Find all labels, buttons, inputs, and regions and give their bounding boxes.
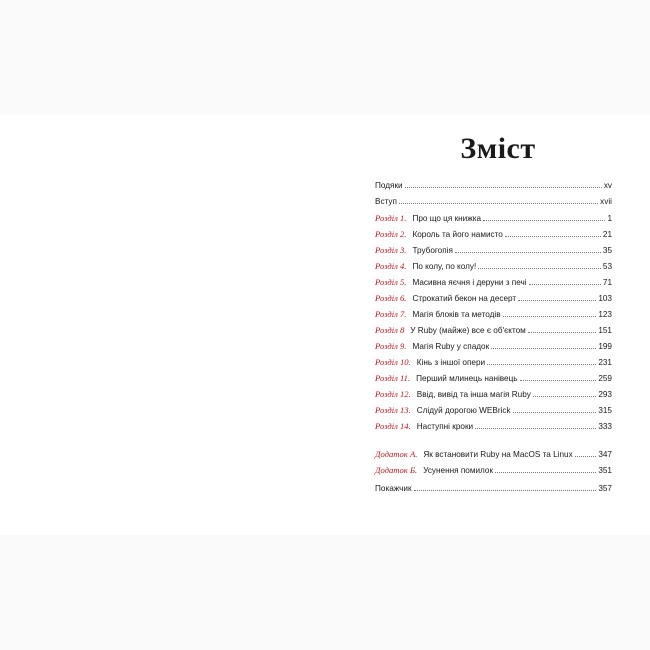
dot-leader xyxy=(475,422,596,429)
entry-title: Наступні кроки xyxy=(416,422,474,431)
entry-label: Розділ 6. xyxy=(375,293,407,303)
entry-label: Розділ 2. xyxy=(375,229,407,239)
dot-leader xyxy=(487,358,596,365)
entry-label: Розділ 10. xyxy=(375,357,411,367)
entry-page-number: 333 xyxy=(598,422,612,431)
entry-label: Розділ 5. xyxy=(375,277,407,287)
entry-label: Розділ 4. xyxy=(375,261,407,271)
toc-entry xyxy=(375,181,612,195)
dot-leader xyxy=(533,390,596,397)
entry-title: Масивна яєчня і деруни з печі xyxy=(412,278,527,287)
entry-title: Трубогопія xyxy=(412,246,453,255)
entry-title: По колу, по колу! xyxy=(412,262,477,271)
entry-label: Розділ 9. xyxy=(375,341,407,351)
entry-title: Подяки xyxy=(375,181,403,190)
entry-page-number: 123 xyxy=(598,310,612,319)
entry-title: Кінь з іншої опери xyxy=(416,358,486,367)
entry-label: Розділ 14. xyxy=(375,421,411,431)
dot-leader xyxy=(414,484,597,491)
dot-leader xyxy=(575,450,597,457)
dot-leader xyxy=(503,310,597,317)
entry-page-number: 151 xyxy=(598,326,612,335)
entry-title: Магія блоків та методів xyxy=(412,310,501,319)
toc-entry xyxy=(375,465,612,479)
toc-entry xyxy=(375,449,612,463)
dot-leader xyxy=(513,406,597,413)
toc-entry xyxy=(375,405,612,419)
entry-page-number: 1 xyxy=(607,214,612,223)
entry-page-number: xv xyxy=(603,181,612,190)
entry-label: Додаток А. xyxy=(375,449,418,459)
toc-entry xyxy=(375,421,612,435)
toc-entry xyxy=(375,373,612,387)
toc-entry xyxy=(375,245,612,259)
entry-page-number: 103 xyxy=(598,294,612,303)
entry-page-number: 351 xyxy=(598,466,612,475)
dot-leader xyxy=(399,197,598,204)
entry-title: Усунення помилок xyxy=(423,466,494,475)
toc-heading: Зміст xyxy=(460,132,536,165)
entry-label: Додаток Б. xyxy=(375,465,418,475)
entry-title: Вступ xyxy=(375,197,397,206)
dot-leader xyxy=(495,466,596,473)
entry-title: Перший млинець нанівець xyxy=(416,374,518,383)
dot-leader xyxy=(483,214,605,221)
entry-label: Розділ 1. xyxy=(375,213,407,223)
dot-leader xyxy=(405,181,602,188)
toc-entry xyxy=(375,277,612,291)
toc-entry xyxy=(375,261,612,275)
entry-title: Магія Ruby у спадок xyxy=(412,342,490,351)
entry-page-number: 199 xyxy=(598,342,612,351)
entry-title: У Ruby (майже) все є об'єктом xyxy=(410,326,526,335)
entry-page-number: 231 xyxy=(598,358,612,367)
entry-page-number: 21 xyxy=(602,230,612,239)
entry-title: Покажчик xyxy=(375,484,412,493)
entry-label: Розділ 12. xyxy=(375,389,411,399)
entry-title: Ввід, вивід та інша магія Ruby xyxy=(416,390,531,399)
entry-page-number: xvii xyxy=(600,197,612,206)
dot-leader xyxy=(478,262,601,269)
toc-entry xyxy=(375,229,612,243)
entry-label: Розділ 8 xyxy=(375,325,405,335)
dot-leader xyxy=(518,294,596,301)
toc-entry xyxy=(375,293,612,307)
entry-label: Розділ 7. xyxy=(375,309,407,319)
entry-label: Розділ 3. xyxy=(375,245,407,255)
toc-entry xyxy=(375,197,612,211)
toc-entry xyxy=(375,484,612,498)
dot-leader xyxy=(528,326,597,333)
entry-title: Як встановити Ruby на MacOS та Linux xyxy=(423,450,573,459)
toc-entry xyxy=(375,325,612,339)
toc-entry xyxy=(375,213,612,227)
entry-label: Розділ 11. xyxy=(375,373,411,383)
dot-leader xyxy=(529,278,601,285)
entry-page-number: 71 xyxy=(602,278,612,287)
entry-title: Строкатий бекон на десерт xyxy=(412,294,517,303)
entry-page-number: 259 xyxy=(598,374,612,383)
toc-entry xyxy=(375,357,612,371)
entry-page-number: 53 xyxy=(602,262,612,271)
entry-label: Розділ 13. xyxy=(375,405,411,415)
toc-entry xyxy=(375,389,612,403)
toc-entry xyxy=(375,309,612,323)
entry-page-number: 35 xyxy=(602,246,612,255)
dot-leader xyxy=(491,342,596,349)
entry-title: Про що ця книжка xyxy=(412,214,482,223)
dot-leader xyxy=(505,230,601,237)
toc-entry xyxy=(375,341,612,355)
entry-title: Король та його намисто xyxy=(412,230,503,239)
entry-page-number: 315 xyxy=(598,406,612,415)
dot-leader xyxy=(455,246,601,253)
entry-page-number: 293 xyxy=(598,390,612,399)
entry-page-number: 347 xyxy=(598,450,612,459)
dot-leader xyxy=(520,374,597,381)
entry-page-number: 357 xyxy=(598,484,612,493)
entry-title: Слідуй дорогою WEBrick xyxy=(416,406,511,415)
